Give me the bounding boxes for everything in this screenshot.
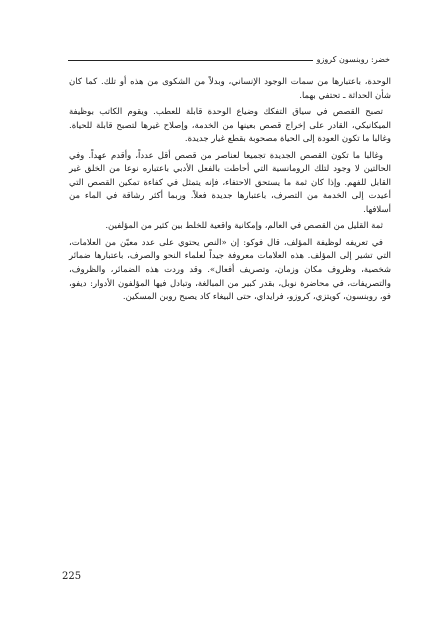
body-text [69, 76, 391, 307]
running-header [68, 55, 390, 64]
paragraph: ثمة القليل من القصص في العالم، وإمكانية واقعية للخلط بين كثير من المؤلفين. [105, 221, 383, 232]
running-header-title: خضر: روبنسون كروزو [316, 55, 390, 64]
paragraph: تصبح القصص في سياق التفكك وضياع الوحدة قابلة للعطب. ويقوم الكاتب بوظيفة الميكانيكي، القادر على إخراج قصص بعينها من الخدمة، وإصلاح غيرها لتصبح قابلة للحياة. وغالبا ما تكون العودة إلى الحياة مصحوبة بقطع غيار جديدة. [69, 106, 391, 145]
header-rule [68, 60, 313, 61]
paragraph: الوحدة، باعتبارها من سمات الوجود الإنساني، وبدلاً من الشكوى من هذه أو تلك. كما كان شأن الحداثة ـ تحتفي بهما. [69, 77, 391, 101]
page-number: 225 [62, 571, 82, 582]
paragraph: في تعريفه لوظيفة المؤلف، قال فوكو: إن «النص يحتوي على عدد معيّن من العلامات، التي تشير إلى المؤلف. هذه العلامات معروفة جيداً لعلماء النحو والصرف، باعتبارها ضمائر شخصية، وظروف مكان وزمان، وتصريف أفعال». وقد وردت هذه الضمائر، والظروف، والتصريفات، في محاضرة نوبل، بقدر كبير من المبالغة، وتبادل فيها المؤلفون الأدوار: ديفو، فو، روبنسون، كويتزي، كروزو، فرايداي، حتى البيغاء كاد يصبح روبن المسكين. [69, 237, 391, 303]
paragraph: وغالبا ما تكون القصص الجديدة تجميعا لعناصر من قصص أقل عدداً، وأقدم عهداً. وفي الحالتين لا وجود لتلك الرومانسية التي أحاطت بالفعل الأدبي باعتباره نوعا من الخلق غير القابل للفهم. وإذا كان ثمة ما يستحق الاحتفاء، فإنه يتمثل في كفاءة تمكين القصص التي أعيدت إلى الخدمة من التصرف، باعتبارها جديدة فعلاً. وربما أكثر رشاقة في الماء من أسلافها. [69, 150, 391, 215]
